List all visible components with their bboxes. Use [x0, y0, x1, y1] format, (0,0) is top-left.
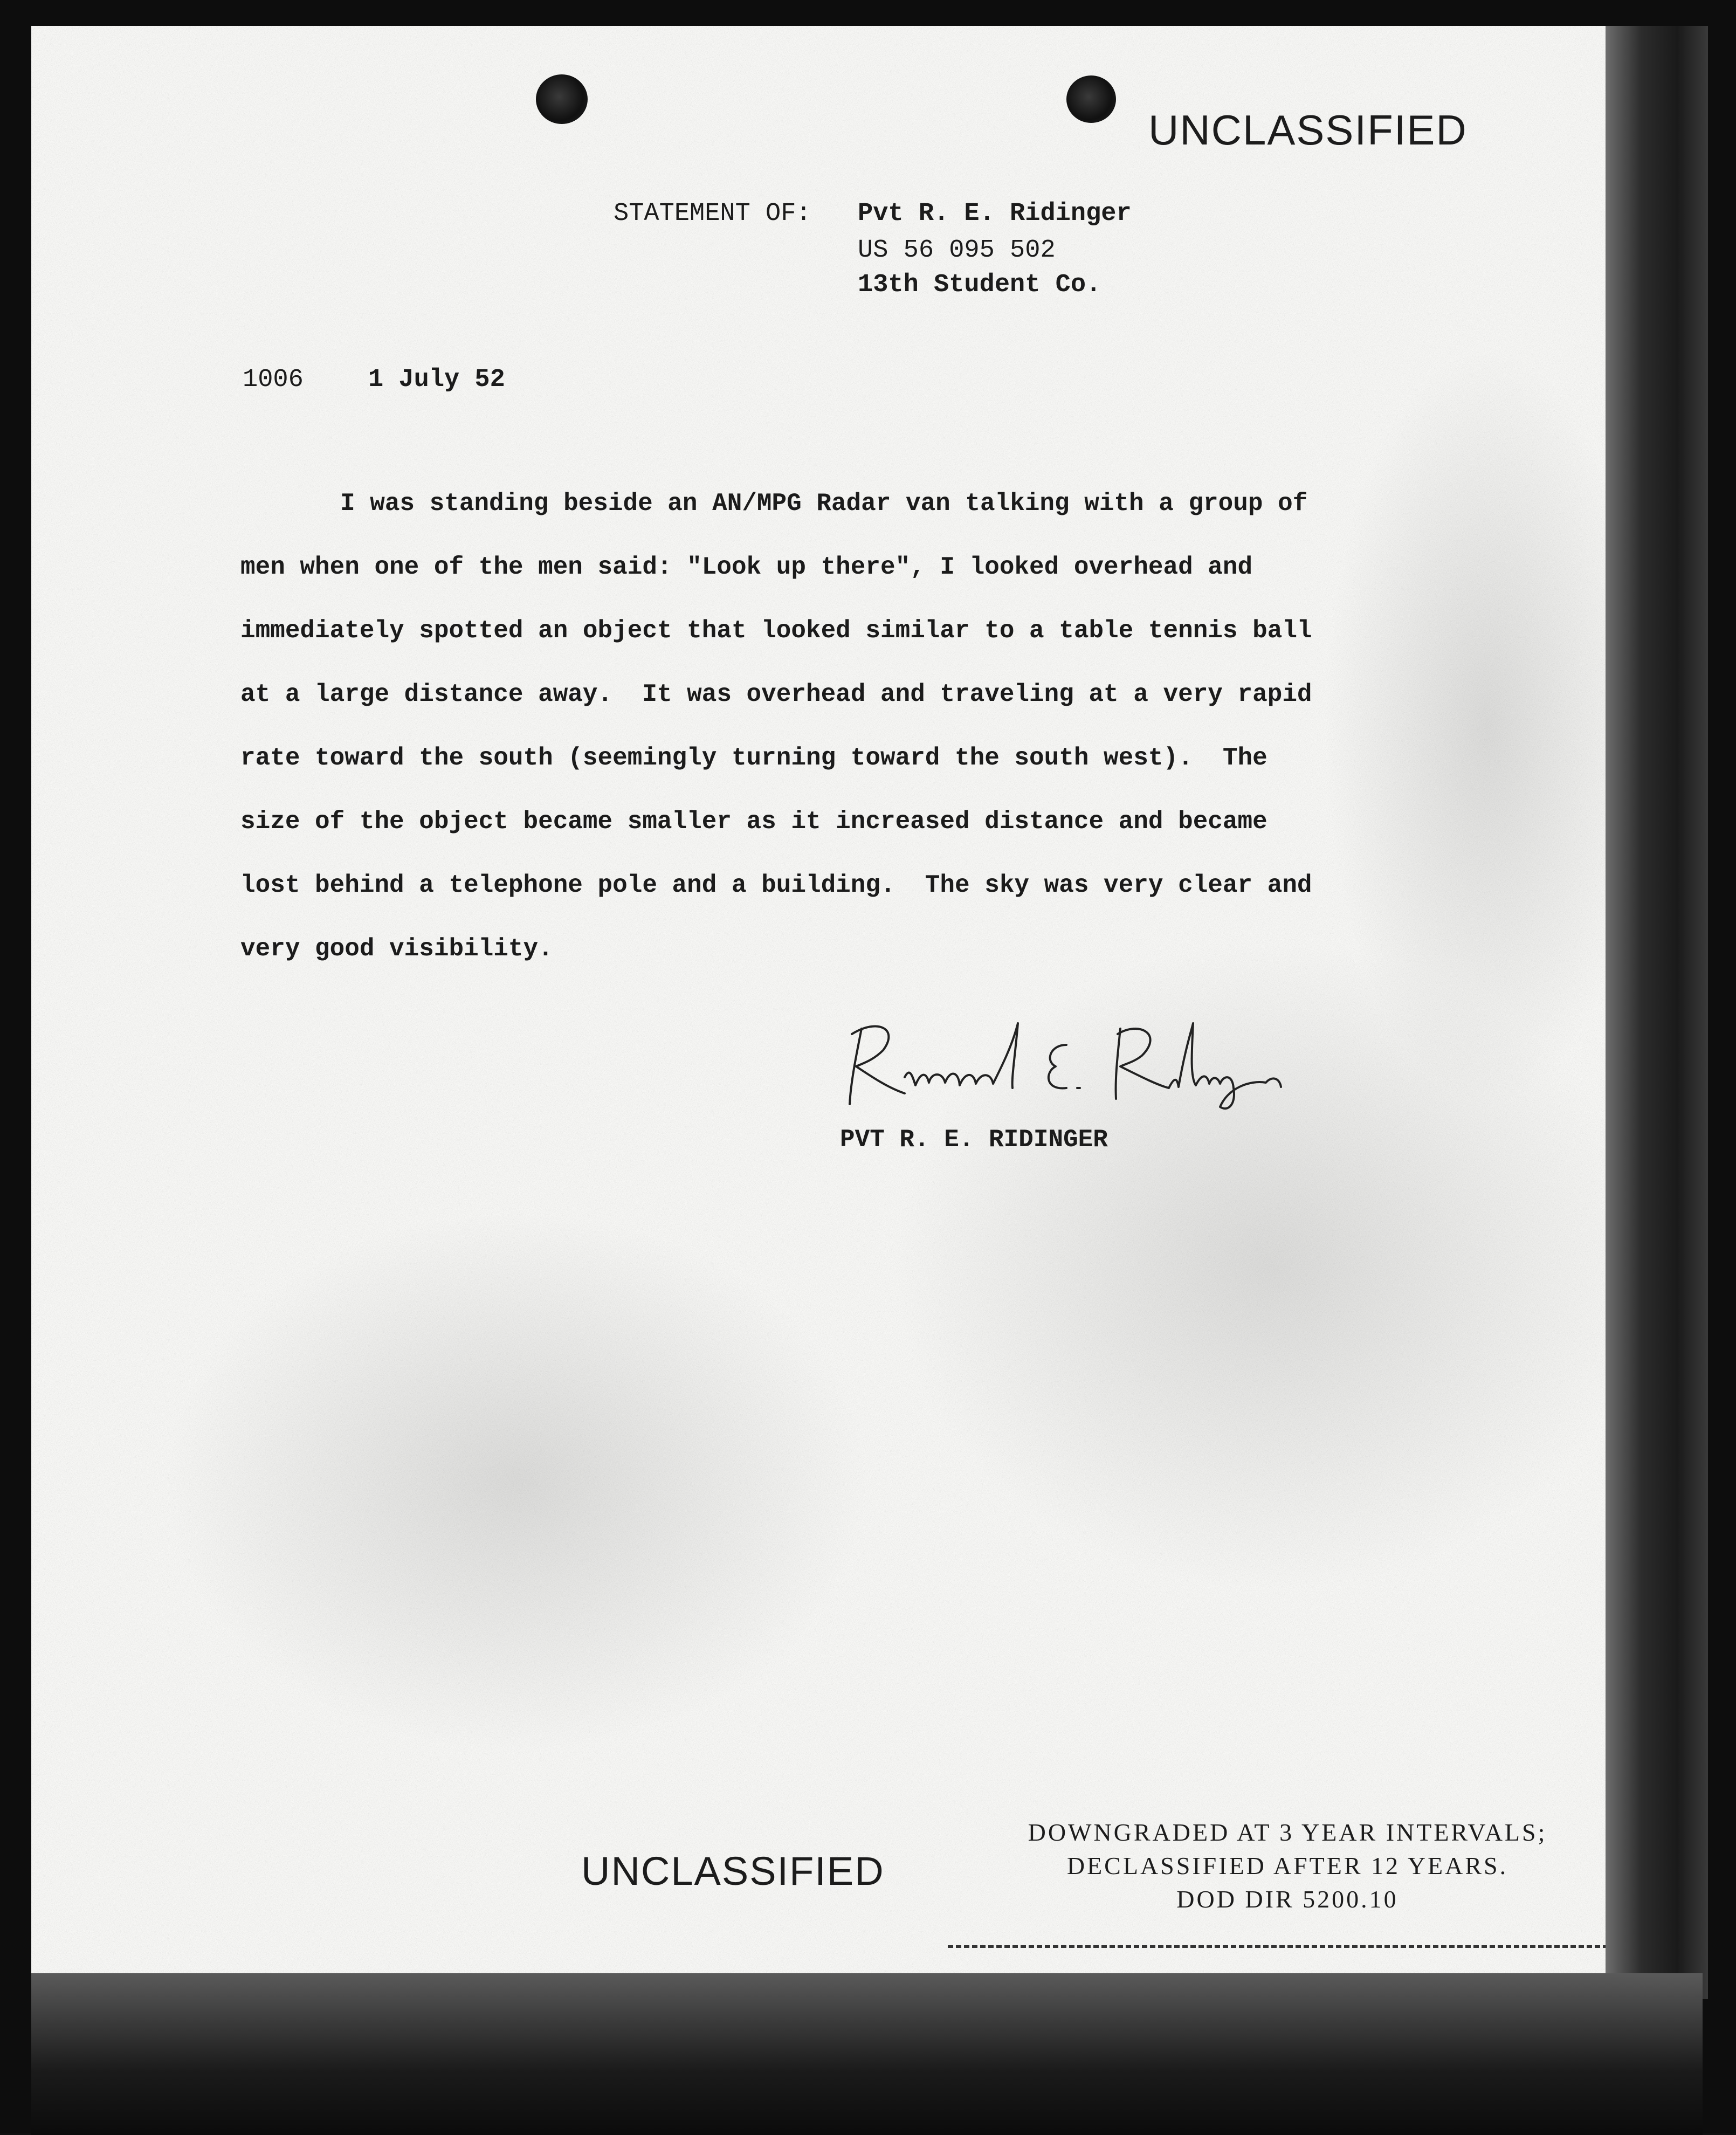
- body-line: rate toward the south (seemingly turning toward the south west). The: [240, 744, 1267, 772]
- body-line: I was standing beside an AN/MPG Radar van talking with a group of: [340, 490, 1308, 518]
- statement-unit: 13th Student Co.: [858, 271, 1101, 299]
- body-line: immediately spotted an object that looked similar to a table tennis ball: [240, 617, 1312, 645]
- photocopy-noise: [31, 26, 1627, 1999]
- dateline-date: 1 July 52: [368, 366, 505, 394]
- body-line: very good visibility.: [240, 935, 553, 963]
- downgrade-line: DECLASSIFIED AFTER 12 YEARS.: [1066, 1852, 1508, 1879]
- punch-hole-right: [1066, 75, 1116, 123]
- downgrade-line: DOWNGRADED AT 3 YEAR INTERVALS;: [1028, 1819, 1547, 1846]
- downgrade-notice: [948, 1816, 1627, 1916]
- body-line: men when one of the men said: "Look up there", I looked overhead and: [240, 553, 1253, 581]
- body-line: lost behind a telephone pole and a building. The sky was very clear and: [240, 871, 1312, 899]
- typed-signature-name: PVT R. E. RIDINGER: [840, 1126, 1108, 1154]
- classification-stamp-top: UNCLASSIFIED: [1148, 106, 1468, 154]
- body-line: size of the object became smaller as it increased distance and became: [240, 808, 1267, 836]
- stamp-rule: [948, 1945, 1616, 1948]
- document-page: [31, 26, 1627, 1999]
- body-line: at a large distance away. It was overhead and traveling at a very rapid: [240, 680, 1312, 708]
- handwritten-signature: [840, 1013, 1325, 1115]
- page-shadow-bottom: [31, 1973, 1703, 2135]
- downgrade-line: DOD DIR 5200.10: [1176, 1885, 1399, 1913]
- page-shadow-right: [1606, 26, 1708, 1999]
- statement-label: STATEMENT OF:: [614, 199, 811, 228]
- statement-name: Pvt R. E. Ridinger: [858, 199, 1132, 228]
- dateline-time: 1006: [243, 366, 304, 394]
- punch-hole-left: [536, 74, 588, 124]
- statement-serial: US 56 095 502: [858, 236, 1056, 265]
- classification-stamp-bottom: UNCLASSIFIED: [581, 1849, 885, 1893]
